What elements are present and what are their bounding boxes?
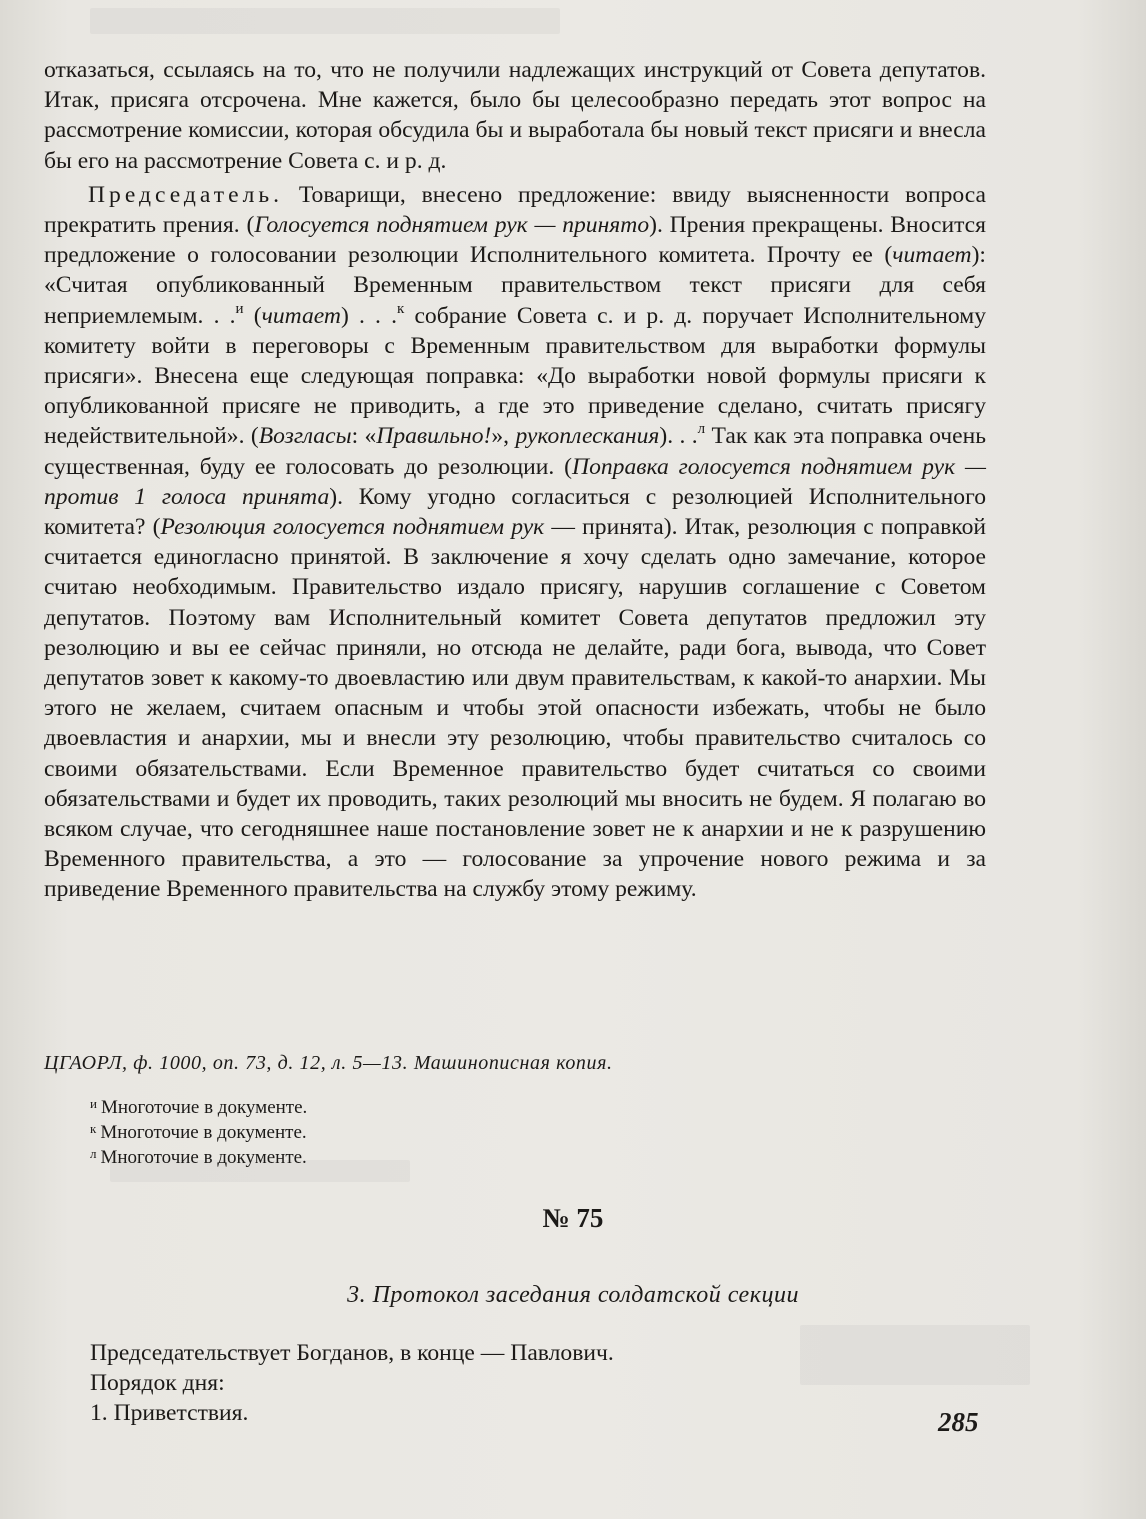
footnote-text: Многоточие в документе. [100, 1122, 307, 1143]
chair-line: Председательствует Богданов, в конце — Павлович. [90, 1340, 614, 1366]
text-run: », [491, 423, 516, 450]
text-run: Так как эта поправка очень существенная, буду ее голосовать до резолюции. ( [44, 423, 986, 480]
italic-run: рукоплескания [515, 423, 660, 450]
document-title: 3. Протокол заседания солдатской секции [347, 1282, 799, 1308]
text-run: ). Прения прекращены. Вносится предложение о голосовании резолюции Исполнительного комитета. Прочту ее ( [44, 212, 986, 269]
italic-run: читает [261, 302, 341, 329]
footnote-text: Многоточие в документе. [100, 1147, 307, 1168]
page-number: 285 [938, 1407, 979, 1437]
paragraph-1: отказаться, ссылаясь на то, что не получили надлежащих инструкций от Совета депутатов. Итак, присяга отсрочена. Мне кажется, было бы целесообразно передать этот вопрос на рассмотрение комиссии, которая обсудила бы и выработала бы новый текст присяги и внесла бы его на рассмотрение Совета с. и р. д. [44, 57, 986, 174]
text-run: ). . . [659, 423, 698, 450]
text-run: Товарищи, внесено предложение: ввиду выясненности вопроса прекратить прения. ( [44, 181, 986, 239]
italic-run: Голосуется поднятием рук — принято [254, 212, 650, 239]
footnote-ref-l: л [697, 421, 706, 438]
footnote-item [90, 1118, 307, 1143]
text-run: ( [243, 302, 262, 329]
text-run: — принята). Итак, резолюция с поправкой считается единогласно принятой. В заключение я хочу сделать одно замечание, которое считаю необходимым. Правительство издало присягу, нарушив соглашение с Советом депутатов. Поэтому вам Исполнительный комитет Совета депутатов предложил эту резолюцию и вы ее сейчас приняли, но отсюда не делайте, ради бога, вывода, что Совет депутатов зовет к какому-то двоевластию или двум правительствам, к какой-то анархии. Мы этого не желаем, считаем опасным и чтобы этой опасности избежать, чтобы не было двоевластия и анархии, мы и внесли эту резолюцию, чтобы правительство считалось со своими обязательствами. Если Временное правительство будет считаться со своими обязательствами и будет их проводить, таких резолюций мы вносить не будем. Я полагаю во всяком случае, что сегодняшнее наше постановление зовет не к анархии и не к разрушению Временного правительства, а это — голосование за упрочение нового режима и за приведение Временного правительства на службу этому режиму. [44, 514, 986, 903]
italic-run: Резолюция голосуется поднятием рук [160, 514, 545, 541]
main-text [44, 55, 986, 905]
footnote-mark: к [90, 1121, 97, 1136]
italic-run: Возгласы [258, 423, 352, 450]
footnote-item [90, 1093, 307, 1118]
agenda-label: Порядок дня: [90, 1370, 225, 1396]
text-run: собрание Совета с. и р. д. поручает Исполнительному комитету войти в переговоры с Временным правительством для выработки формулы присяги». Внесена еще следующая поправка: «До выработки новой формулы присяги к опубликованной присяге не приводить, а где это приведение сделано, считать присягу недействительной». ( [44, 302, 986, 450]
italic-run: Поправка голосуется поднятием рук — против 1 голоса принята [44, 453, 987, 510]
text-run: ). Кому угодно согласиться с резолюцией Исполнительного комитета? ( [44, 483, 986, 541]
text-run: : « [351, 423, 377, 450]
text-run: ) . . . [340, 302, 397, 329]
footnote-ref-k: к [397, 300, 405, 317]
italic-run: Правильно! [376, 423, 492, 450]
paragraph-2 [44, 180, 986, 905]
document-number: № 75 [542, 1203, 604, 1233]
bleed-through-shadow [90, 8, 560, 34]
footnote-ref-i: и [235, 300, 244, 317]
footnote-mark: и [90, 1096, 97, 1111]
footnote-item [90, 1143, 307, 1168]
speaker-label: Председатель. [88, 181, 284, 208]
text-run: ): «Считая опубликованный Временным правительством текст присяги для себя неприемлемым. . . [44, 242, 986, 329]
footnote-mark: л [90, 1146, 97, 1161]
bleed-through-shadow [800, 1325, 1030, 1385]
footnotes [90, 1093, 307, 1168]
session-info [90, 1338, 614, 1428]
footnote-text: Многоточие в документе. [100, 1097, 308, 1118]
agenda-item: 1. Приветствия. [90, 1400, 249, 1426]
italic-run: читает [892, 242, 972, 269]
archive-source: ЦГАОРЛ, ф. 1000, оп. 73, д. 12, л. 5—13. Машинописная копия. [44, 1052, 613, 1074]
